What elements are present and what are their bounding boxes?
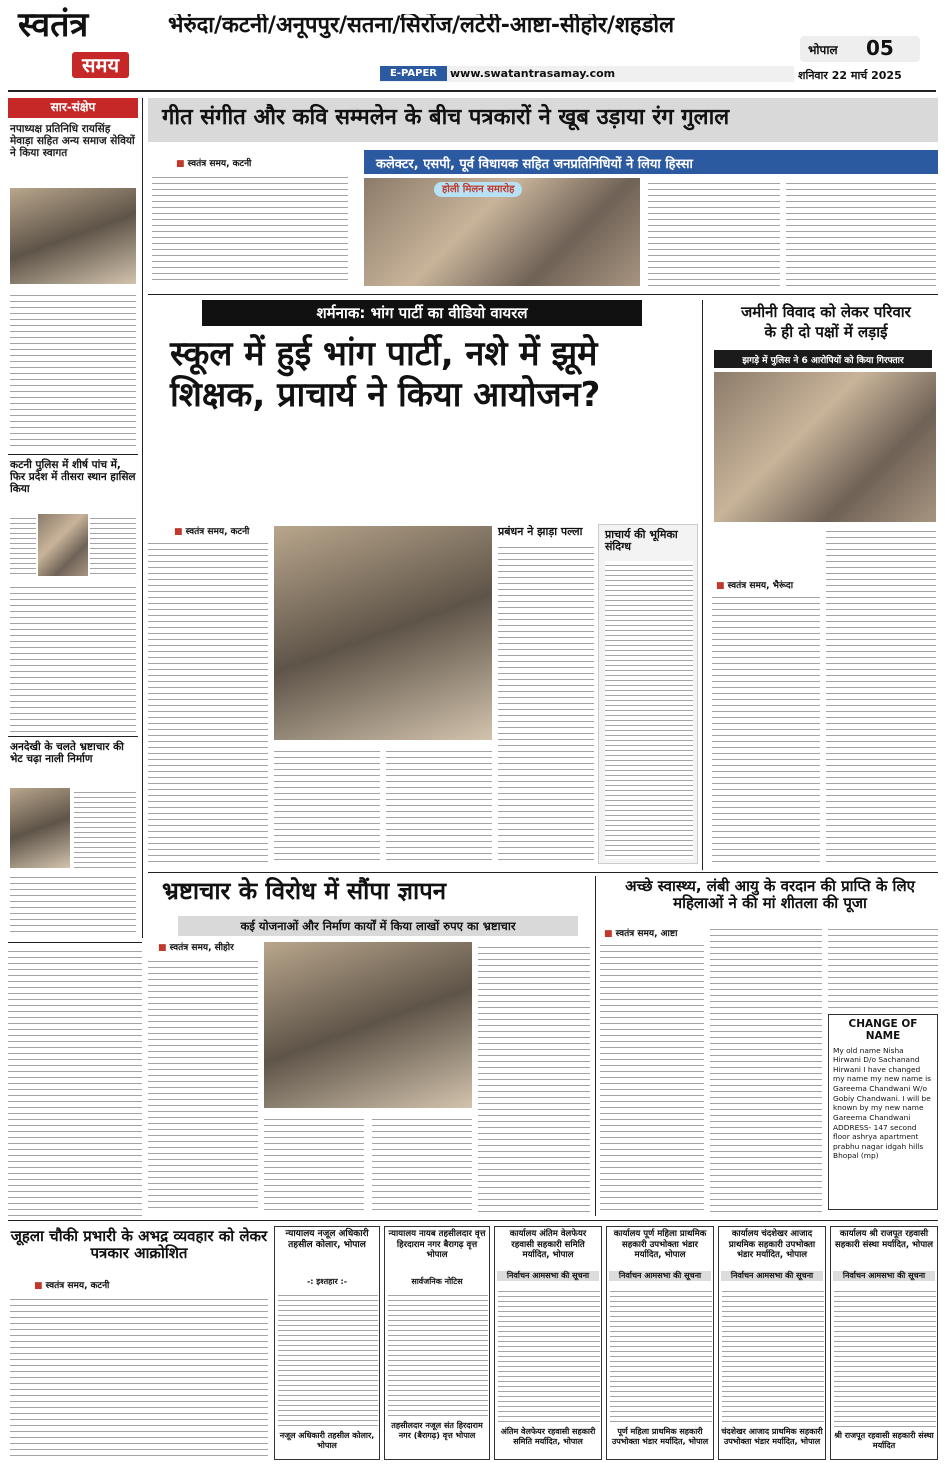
epaper-label: E-PAPER: [380, 66, 447, 81]
sidebar-story3-text-b: [10, 872, 136, 936]
epaper-bar: [380, 66, 794, 82]
notice-5-head: कार्यालय चंदशेखर आजाद प्राथमिक सहकारी उपभोक्ता भंडार मर्यादित, भोपाल: [728, 1229, 816, 1261]
notice-6-sub: निर्वाचन आमसभा की सूचना: [833, 1271, 935, 1281]
bhang-side2-box: [598, 524, 698, 864]
notice-6: [830, 1226, 938, 1460]
notice-4-sub: निर्वाचन आमसभा की सूचना: [609, 1271, 711, 1281]
sidebar-vertical-rule: [142, 98, 143, 938]
corrupt-byline: ■ स्वतंत्र समय, सीहोर: [158, 940, 234, 953]
bhang-photo: [274, 526, 492, 740]
bottom-main-rule: [8, 1220, 938, 1221]
notice-5: [718, 1226, 826, 1460]
jhuhla-text: [10, 1294, 268, 1458]
lead-subhead: कलेक्टर, एसपी, पूर्व विधायक सहित जनप्रतिनिधियों ने लिया हिस्सा: [364, 150, 938, 174]
sidebar-story2-text-c: [10, 582, 136, 732]
sheetla-text-col3: [828, 924, 938, 1010]
corrupt-text-col2: [264, 1114, 364, 1212]
land-headline-1: जमीनी विवाद को लेकर परिवार: [741, 303, 911, 321]
bhang-side2-text: [605, 561, 693, 859]
sidebar-divider2: [8, 736, 138, 737]
corrupt-text-col3: [372, 1114, 472, 1212]
mid-rule: [148, 872, 938, 873]
sheetla-byline: ■ स्वतंत्र समय, आष्टा: [604, 926, 677, 939]
sidebar-story3-text-a: [74, 788, 136, 868]
notice-2-text: [388, 1291, 488, 1417]
page-number: 05: [866, 36, 894, 60]
sheetla-text-col2: [710, 924, 822, 1212]
land-headline-2b: दो पक्षों में लड़ाई: [798, 323, 888, 341]
corrupt-photo: [264, 942, 472, 1108]
land-byline: ■ स्वतंत्र समय, भैरूंदा: [716, 578, 793, 591]
sidebar-photo3: [10, 788, 70, 868]
sidebar-story2-text-a: [10, 514, 36, 576]
city-box: [800, 36, 920, 62]
sheetla-headline: अच्छे स्वास्थ्य, लंबी आयु के वरदान की प्राप्ति के लिए महिलाओं ने की मां शीतला की पूजा: [625, 877, 915, 912]
sidebar-photo1: [10, 188, 136, 284]
bhang-text-col1: [148, 538, 268, 862]
logo: [18, 6, 150, 86]
notice-1: [274, 1226, 380, 1460]
notice-6-head: कार्यालय श्री राजपूत रहवासी सहकारी संस्था मर्यादित, भोपाल: [834, 1229, 934, 1250]
notice-3: [494, 1226, 602, 1460]
cities-strip: भेरुंदा/कटनी/अनूपपुर/सतना/सिरोंज/लटेरी-आष्टा-सीहोर/शहडोल: [168, 14, 674, 38]
logo-top: स्वतंत्र: [18, 5, 89, 45]
corrupt-headline: भ्रष्टाचार के विरोध में सौंपा ज्ञापन: [162, 877, 447, 905]
notice-2-sub: सार्वजनिक नोटिस: [411, 1277, 463, 1286]
land-headline-2: [714, 324, 938, 341]
land-tag: झगड़े में पुलिस ने 6 आरोपियों को किया गिरफ्तार: [714, 350, 932, 368]
lead-story: [148, 98, 938, 290]
change-of-name-box: [828, 1014, 938, 1210]
land-left-rule: [702, 300, 703, 870]
sidebar-continuation-text: [8, 946, 142, 1216]
bhang-story: [148, 300, 698, 870]
sheetla-text-col1: [600, 940, 704, 1212]
lead-text-col3: [786, 178, 936, 286]
land-photo: [714, 372, 936, 522]
notice-2: [384, 1226, 490, 1460]
notice-4: [606, 1226, 714, 1460]
lead-headline: गीत संगीत और कवि सम्मलेन के बीच पत्रकारों ने खूब उड़ाया रंग गुलाल: [148, 98, 938, 142]
issue-date: शनिवार 22 मार्च 2025: [798, 69, 902, 82]
notice-1-sub: -: इश्तहार :-: [306, 1277, 348, 1286]
notice-1-text: [278, 1291, 378, 1427]
bhang-byline: ■ स्वतंत्र समय, कटनी: [174, 524, 249, 537]
website-link[interactable]: www.swatantrasamay.com: [450, 67, 616, 80]
bhang-side1-headline: प्रबंधन ने झाड़ा पल्ला: [498, 525, 583, 538]
land-text-col1: [712, 592, 820, 864]
land-story: [706, 300, 938, 870]
sidebar-story2-headline: कटनी पुलिस में शीर्ष पांच में, फिर प्रदेश में तीसरा स्थान हासिल किया: [10, 459, 136, 495]
jhuhla-headline: जूहला चौकी प्रभारी के अभद्र व्यवहार को लेकर पत्रकार आक्रोशित: [10, 1227, 268, 1262]
lead-photo: [364, 178, 640, 286]
notice-3-text: [498, 1287, 600, 1423]
bhang-text-col2: [274, 746, 380, 862]
notice-3-foot: अंतिम वेलफेयर रहवासी सहकारी समिति मर्यादित, भोपाल: [500, 1427, 596, 1446]
notice-4-text: [610, 1287, 712, 1423]
notice-2-head: न्यायालय नायब तहसीलदार वृत्त हिरदाराम नगर बैरागढ़ वृत्त भोपाल: [388, 1229, 486, 1261]
notice-5-sub: निर्वाचन आमसभा की सूचना: [721, 1271, 823, 1281]
sidebar: [8, 98, 138, 938]
sidebar-title: सार-संक्षेप: [8, 98, 138, 118]
land-headline-2a: के ही: [764, 323, 799, 341]
corrupt-subhead: कई योजनाओं और निर्माण कार्यों में किया लाखों रुपए का भ्रष्टाचार: [178, 916, 578, 936]
city-name: भोपाल: [808, 43, 838, 57]
land-text-col2: [826, 526, 936, 864]
change-of-name-title: CHANGE OF NAME: [848, 1018, 918, 1042]
corrupt-right-rule: [595, 876, 596, 1216]
masthead-rule: [8, 90, 936, 92]
masthead: [0, 0, 945, 92]
sheetla-story: [600, 876, 938, 1216]
corrupt-story: [148, 876, 592, 1216]
lead-photo-banner: होली मिलन समारोह: [434, 182, 522, 197]
notices-row: [274, 1226, 938, 1462]
bhang-text-col3: [386, 746, 492, 862]
notice-3-head: कार्यालय अंतिम वेलफेयर रहवासी सहकारी समिति मर्यादित, भोपाल: [509, 1229, 587, 1261]
lead-bottom-rule: [148, 294, 938, 295]
jhuhla-story: [8, 1226, 270, 1462]
jhuhla-byline: ■ स्वतंत्र समय, कटनी: [34, 1278, 109, 1291]
sidebar-story1-headline: नपाध्यक्ष प्रतिनिधि रायसिंह मेवाड़ा सहित अन्य समाज सेवियों ने किया स्वागत: [10, 123, 135, 159]
notice-2-foot: तहसीलदार नजूल संत हिरदाराम नगर (बैरागढ़) वृत्त भोपाल: [391, 1421, 483, 1440]
notice-3-sub: निर्वाचन आमसभा की सूचना: [497, 1271, 599, 1281]
corrupt-text-col4: [478, 942, 590, 1212]
notice-5-text: [722, 1287, 824, 1423]
logo-bottom: समय: [72, 52, 129, 78]
bhang-headline: स्कूल में हुई भांग पार्टी, नशे में झूमे शिक्षक, प्राचार्य ने किया आयोजन?: [170, 334, 601, 416]
change-of-name-body: My old name Nisha Hirwani D/o Sachanand Hirwani I have changed my name my new name is Gareema Chandwani W/o Gobiy Chandwani. I will be known by my new name Gareema Chandwani ADDRESS- 147 second floor ashrya apartment prabhu nagar idgah hills Bhopal (mp): [833, 1045, 931, 1161]
lead-byline: ■ स्वतंत्र समय, कटनी: [176, 156, 251, 169]
sidebar-story1-text: [10, 290, 136, 450]
sidebar-divider1: [8, 454, 138, 455]
notice-1-head: न्यायालय नजूल अधिकारी तहसील कोलार, भोपाल: [285, 1229, 369, 1251]
lead-text-col2: [648, 178, 780, 286]
sidebar-photo2: [38, 514, 88, 576]
notice-4-head: कार्यालय पूर्ण महिला प्राथमिक सहकारी उपभोक्ता भंडार मर्यादित, भोपाल: [613, 1229, 707, 1261]
corrupt-text-col1: [148, 956, 258, 1212]
notice-4-foot: पूर्ण महिला प्राथमिक सहकारी उपभोक्ता भंडार मर्यादित, भोपाल: [611, 1427, 709, 1446]
bhang-side1-text: [498, 542, 594, 862]
lead-text-col1: [152, 172, 348, 284]
notice-1-foot: नजूल अधिकारी तहसील कोलार, भोपाल: [279, 1431, 375, 1450]
notice-5-foot: चंदशेखर आजाद प्राथमिक सहकारी उपभोक्ता भंडार मर्यादित, भोपाल: [721, 1427, 823, 1446]
bhang-side2-headline: प्राचार्य की भूमिका संदिग्ध: [605, 528, 678, 554]
notice-6-text: [834, 1287, 936, 1427]
sidebar-story2-text-b: [90, 514, 136, 576]
sidebar-story3-headline: अनदेखी के चलते भ्रष्टाचार की भेट चढ़ा नाली निर्माण: [10, 741, 124, 765]
bottom-top-rule: [8, 942, 142, 943]
bhang-kicker: शर्मनाक: भांग पार्टी का वीडियो वायरल: [202, 300, 642, 326]
notice-6-foot: श्री राजपूत रहवासी सहकारी संस्था मर्यादित: [834, 1431, 934, 1450]
